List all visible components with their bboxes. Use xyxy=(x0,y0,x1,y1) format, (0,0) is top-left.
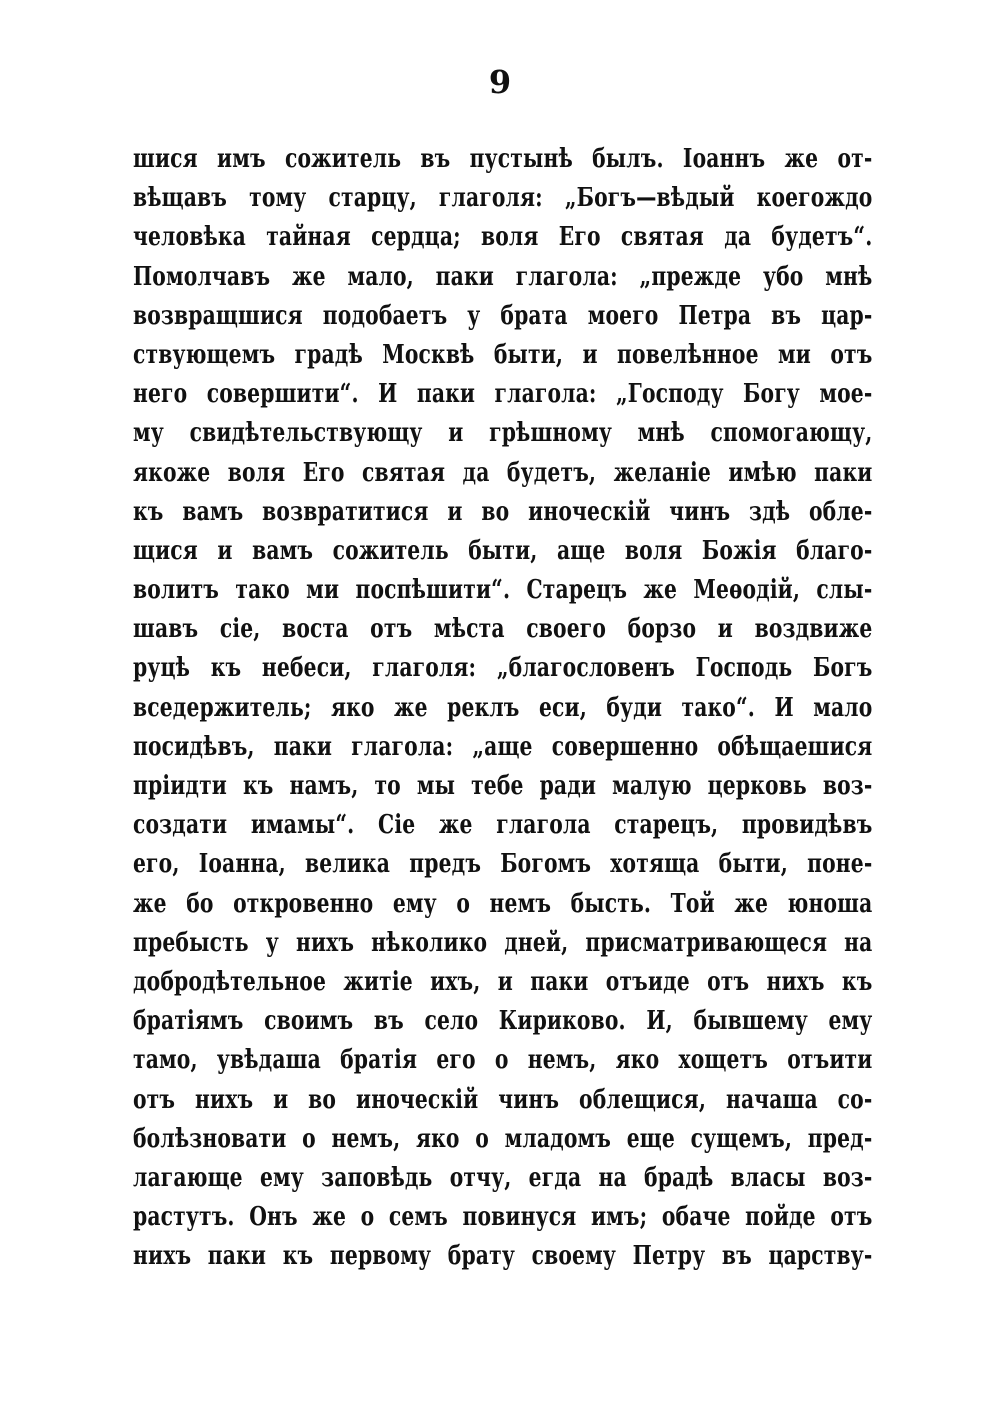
text-line: братіямъ своимъ въ село Кириково. И, бывшему ему xyxy=(133,1006,873,1037)
text-line: болѣзновати о немъ, яко о младомъ еще сущемъ, пред- xyxy=(133,1123,873,1154)
text-line: му свидѣтельствующу и грѣшному мнѣ спомогающу, xyxy=(133,418,873,449)
text-line: человѣка тайная сердца; воля Его святая да будетъ“. xyxy=(133,222,873,253)
text-line: добродѣтельное житіе ихъ, и паки отъиде отъ нихъ къ xyxy=(133,966,873,997)
text-line: якоже воля Его святая да будетъ, желаніе имѣю паки xyxy=(133,457,873,488)
text-line: посидѣвъ, паки глагола: „аще совершенно обѣщаешися xyxy=(133,731,873,762)
text-line: Помолчавъ же мало, паки глагола: „прежде убо мнѣ xyxy=(133,261,873,292)
text-line: растутъ. Онъ же о семъ повинуся имъ; обаче пойде отъ xyxy=(133,1202,873,1233)
text-line: создати имамы“. Сіе же глагола старецъ, провидѣвъ xyxy=(133,810,873,841)
text-line: нихъ паки къ первому брату своему Петру въ царству- xyxy=(133,1241,873,1272)
text-line: вседержитель; яко же реклъ еси, буди тако“. И мало xyxy=(133,692,873,723)
text-line: тамо, увѣдаша братія его о немъ, яко хощетъ отъити xyxy=(133,1045,873,1076)
text-line: пріидти къ намъ, то мы тебе ради малую церковь воз- xyxy=(133,771,873,801)
text-line: же бо откровенно ему о немъ бысть. Той же юноша xyxy=(133,888,873,919)
text-line: возвращшися подобаетъ у брата моего Петра въ цар- xyxy=(133,300,873,331)
text-line: него совершити“. И паки глагола: „Господу Богу мое- xyxy=(133,379,873,410)
text-line: шавъ сіе, воста отъ мѣста своего борзо и воздвиже xyxy=(133,614,873,645)
text-line: его, Іоанна, велика предъ Богомъ хотяща быти, поне- xyxy=(133,849,873,880)
text-line: къ вамъ возвратитися и во иноческій чинъ здѣ обле- xyxy=(133,496,873,527)
page-number: 9 xyxy=(488,63,512,101)
page-text xyxy=(133,140,873,1276)
text-line: вѣщавъ тому старцу, глаголя: „Богъ—вѣдый коегождо xyxy=(133,183,873,214)
text-line: отъ нихъ и во иноческій чинъ облещися, начаша со- xyxy=(133,1084,873,1115)
text-line: щися и вамъ сожитель быти, аще воля Божія благо- xyxy=(133,535,873,566)
text-line: пребысть у нихъ нѣколико дней, присматривающеся на xyxy=(133,927,873,958)
text-line: ствующемъ градѣ Москвѣ быти, и повелѣнное ми отъ xyxy=(133,339,873,370)
text-line: лагающе ему заповѣдь отчу, егда на брадѣ власы воз- xyxy=(133,1162,873,1193)
text-line: шися имъ сожитель въ пустынѣ былъ. Іоаннъ же от- xyxy=(133,144,873,174)
text-line: руцѣ къ небеси, глаголя: „благословенъ Господь Богъ xyxy=(133,653,873,684)
text-line: волитъ тако ми поспѣшити“. Старецъ же Меѳодій, слы- xyxy=(133,575,873,606)
